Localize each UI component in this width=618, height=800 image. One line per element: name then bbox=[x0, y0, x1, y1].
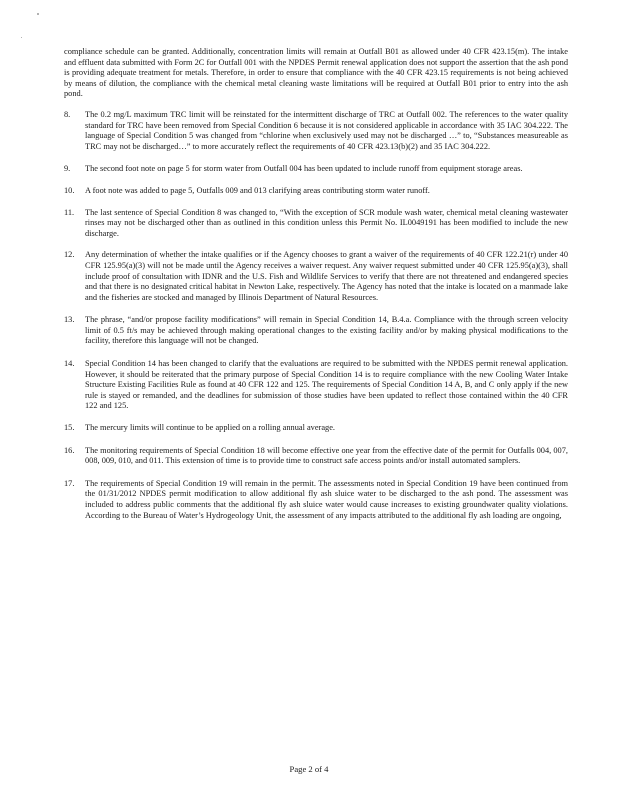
list-item-16 bbox=[64, 446, 568, 467]
item-text: The requirements of Special Condition 19 will remain in the permit. The assessments noted in Special Condition 19 have been continued from the 01/31/2012 NPDES permit modification to allow additional fly ash sluice water to be discharged to the ash pond. The assessment was included to address public comments that the additional fly ash sluice water would cause increases to existing groundwater quality violations. According to the Bureau of Water’s Hydrogeology Unit, the assessment of any impacts attributed to the additional fly ash loading are ongoing, bbox=[85, 478, 568, 520]
item-number: 12. bbox=[64, 250, 75, 260]
list-item-17 bbox=[64, 479, 568, 521]
item-text: The second foot note on page 5 for storm water from Outfall 004 has been updated to include runoff from equipment storage areas. bbox=[85, 164, 523, 174]
item-text: The mercury limits will continue to be applied on a rolling annual average. bbox=[85, 423, 336, 433]
document-body bbox=[64, 47, 568, 521]
item-number: 11. bbox=[64, 207, 75, 217]
item-number: 14. bbox=[64, 359, 75, 369]
item-text: Any determination of whether the intake qualifies or if the Agency chooses to grant a waiver of the requirements of 40 CFR 122.21(r) under 40 CFR 125.95(a)(3) will not be made until the Agency receives a waiver request. Any waiver request submitted under 40 CFR 125.95(a)(3), shall include proof of consultation with IDNR and the U.S. Fish and Wildlife Services to verify that there are not threatened and endangered species and that there is no designated critical habitat in Newton Lake, respectively. The Agency has noted that the intake is located on a manmade lake and the fisheries are stocked and managed by Illinois Department of Natural Resources. bbox=[85, 250, 568, 302]
item-number: 16. bbox=[64, 445, 75, 455]
item-text: The monitoring requirements of Special Condition 18 will become effective one year from the effective date of the permit for Outfalls 004, 007, 008, 009, 010, and 011. This extension of time is to provide time to construct safe access points and/or install automated samplers. bbox=[85, 445, 568, 466]
item-text: The 0.2 mg/L maximum TRC limit will be reinstated for the intermittent discharge of TRC at Outfall 002. The references to the water quality standard for TRC have been removed from Special Condition 6 because it is not considered applicable in accordance with 35 IAC 304.222. The language of Special Condition 5 was changed from “chlorine when exclusively used may not be discharged …” to, “Substances measureable as TRC may not be discharged…” to more accurately reflect the requirements of 40 CFR 423.13(b)(2) and 35 IAC 304.222. bbox=[85, 109, 568, 151]
list-item-11 bbox=[64, 208, 568, 240]
numbered-list bbox=[64, 110, 568, 521]
list-item-10 bbox=[64, 186, 568, 197]
item-text: A foot note was added to page 5, Outfalls 009 and 013 clarifying areas contributing storm water runoff. bbox=[85, 185, 430, 195]
scan-speck bbox=[37, 13, 39, 15]
list-item-12 bbox=[64, 250, 568, 303]
list-item-13 bbox=[64, 315, 568, 347]
item-text: The phrase, “and/or propose facility modifications” will remain in Special Condition 14, B.4.a. Compliance with the through screen velocity limit of 0.5 ft/s may be achieved through making operational changes to the existing facility and/or by making physical modifications to the facility, therefore this language will not be changed. bbox=[85, 315, 568, 346]
continued-paragraph: compliance schedule can be granted. Additionally, concentration limits will remain at Outfall B01 as allowed under 40 CFR 423.15(m). The intake and effluent data submitted with Form 2C for Outfall 001 with the NPDES Permit renewal application does not support the assertion that the ash pond is providing adequate treatment for metals. Therefore, in order to ensure that compliance with the 40 CFR 423.15 requirements is not being achieved by means of dilution, the compliance with the chemical metal cleaning waste limitations will be required at Outfall B01 prior to entry into the ash pond. bbox=[64, 47, 568, 99]
list-item-15 bbox=[64, 423, 568, 434]
item-number: 15. bbox=[64, 423, 75, 433]
page-number: Page 2 of 4 bbox=[289, 764, 329, 774]
item-number: 8. bbox=[64, 109, 71, 119]
scan-speck bbox=[21, 37, 22, 38]
item-number: 9. bbox=[64, 164, 71, 174]
item-number: 10. bbox=[64, 185, 75, 195]
list-item-14 bbox=[64, 359, 568, 412]
item-text: The last sentence of Special Condition 8 was changed to, “With the exception of SCR module wash water, chemical metal cleaning wastewater rinses may not be discharged other than as outlined in this condition unless this Permit No. IL0049191 has been modified to include the new discharge. bbox=[85, 207, 568, 238]
list-item-8 bbox=[64, 110, 568, 152]
item-text: Special Condition 14 has been changed to clarify that the evaluations are required to be submitted with the NPDES permit renewal application. However, it should be reiterated that the primary purpose of Special Condition 14 is to require compliance with the new Cooling Water Intake Structure Existing Facilities Rule as found at 40 CFR 122 and 125. The requirements of Special Condition 14 A, B, and C only apply if the new rule is stayed or remanded, and the deadlines for submission of those studies have been updated to reflect those contained within the 40 CFR 122 and 125. bbox=[85, 359, 568, 411]
item-number: 17. bbox=[64, 478, 75, 488]
item-number: 13. bbox=[64, 315, 75, 325]
list-item-9 bbox=[64, 164, 568, 175]
